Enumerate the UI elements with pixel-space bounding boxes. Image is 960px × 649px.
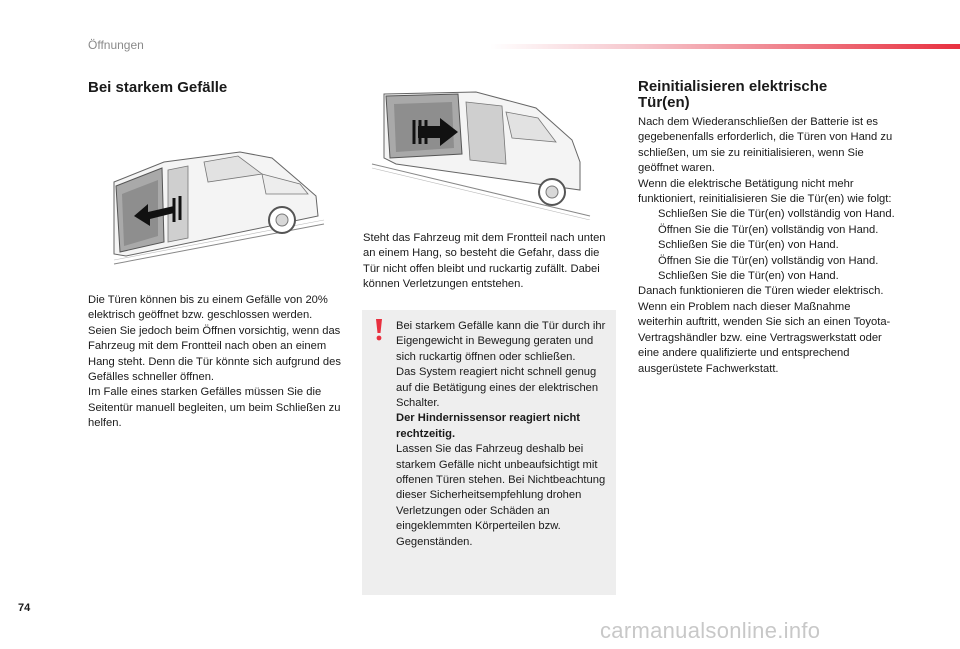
right-heading xyxy=(638,79,827,111)
header-accent-bar xyxy=(490,44,960,49)
right-body xyxy=(638,115,898,377)
watermark: carmanualsonline.info xyxy=(600,618,821,643)
left-heading: Bei starkem Gefälle xyxy=(88,79,228,96)
warning-text xyxy=(396,319,608,550)
warning-paragraph-2: Das System reagiert nicht schnell genug auf die Betätigung eines der elektrischen Schalter. xyxy=(396,366,599,410)
right-intro-1: Nach dem Wiederanschließen der Batterie ist es gegebenenfalls erforderlich, die Türen von Hand zu schließen, um sie zu reinitialisieren, wenn Sie geöffnet waren. xyxy=(638,116,893,175)
page-number: 74 xyxy=(18,602,31,614)
left-body xyxy=(88,293,346,432)
left-paragraph-1: Die Türen können bis zu einem Gefälle von 20% elektrisch geöffnet bzw. geschlossen werden. xyxy=(88,294,328,322)
warning-paragraph-1: Bei starkem Gefälle kann die Tür durch ihr Eigengewicht in Bewegung geraten und sich ruckartig öffnen oder schließen. xyxy=(396,320,606,363)
right-heading-line-2: Tür(en) xyxy=(638,94,690,111)
van-downhill-illustration xyxy=(366,80,596,220)
warning-exclamation-icon xyxy=(372,318,386,342)
list-item: Schließen Sie die Tür(en) von Hand. xyxy=(658,270,839,283)
right-intro-2: Wenn die elektrische Betätigung nicht mehr funktioniert, reinitialisieren Sie die Tür(en) wie folgt: xyxy=(638,177,892,206)
list-item: Schließen Sie die Tür(en) vollständig von Hand. xyxy=(658,208,895,221)
left-paragraph-3: Im Falle eines starken Gefälles müssen Sie die Seitentür manuell begleiten, um beim Schließen zu helfen. xyxy=(88,386,341,430)
warning-box xyxy=(362,310,616,595)
list-item: Öffnen Sie die Tür(en) vollständig von Hand. xyxy=(658,223,879,236)
middle-body xyxy=(363,231,615,293)
middle-paragraph: Steht das Fahrzeug mit dem Frontteil nach unten an einem Hang, so besteht die Gefahr, dass die Tür nicht offen bleibt und ruckartig zufällt. Dabei können Verletzungen entstehen. xyxy=(363,232,606,291)
warning-paragraph-4: Lassen Sie das Fahrzeug deshalb bei starkem Gefälle nicht unbeaufsichtigt mit offenen Türen stehen. Bei Nichtbeachtung dieser Sicherheitsempfehlung drohen Verletzungen oder Schäden an eingeklemmten Körperteilen bzw. Gegenständen. xyxy=(396,443,606,548)
left-paragraph-2: Seien Sie jedoch beim Öffnen vorsichtig, wenn das Fahrzeug mit dem Frontteil nach oben an einem Hang steht. Denn die Tür könnte sich aufgrund des Gefälles schneller öffnen. xyxy=(88,324,341,384)
right-outro-2: Wenn ein Problem nach dieser Maßnahme weiterhin auftritt, wenden Sie sich an einen Toyota-Vertragshändler bzw. eine Vertragswerkstatt oder eine andere qualifizierte und entsprechend ausgerüstete Fachwerkstatt. xyxy=(638,300,891,375)
list-item: Öffnen Sie die Tür(en) vollständig von Hand. xyxy=(658,254,879,267)
right-heading-line-1: Reinitialisieren elektrische xyxy=(638,78,828,95)
list-item: Schließen Sie die Tür(en) von Hand. xyxy=(658,239,839,252)
right-outro-1: Danach funktionieren die Türen wieder elektrisch. xyxy=(638,285,884,298)
warning-paragraph-bold: Der Hindernissensor reagiert nicht rechtzeitig. xyxy=(396,412,581,440)
section-title: Öffnungen xyxy=(88,38,144,52)
van-uphill-illustration xyxy=(112,146,327,266)
reinit-steps-list xyxy=(638,207,898,284)
